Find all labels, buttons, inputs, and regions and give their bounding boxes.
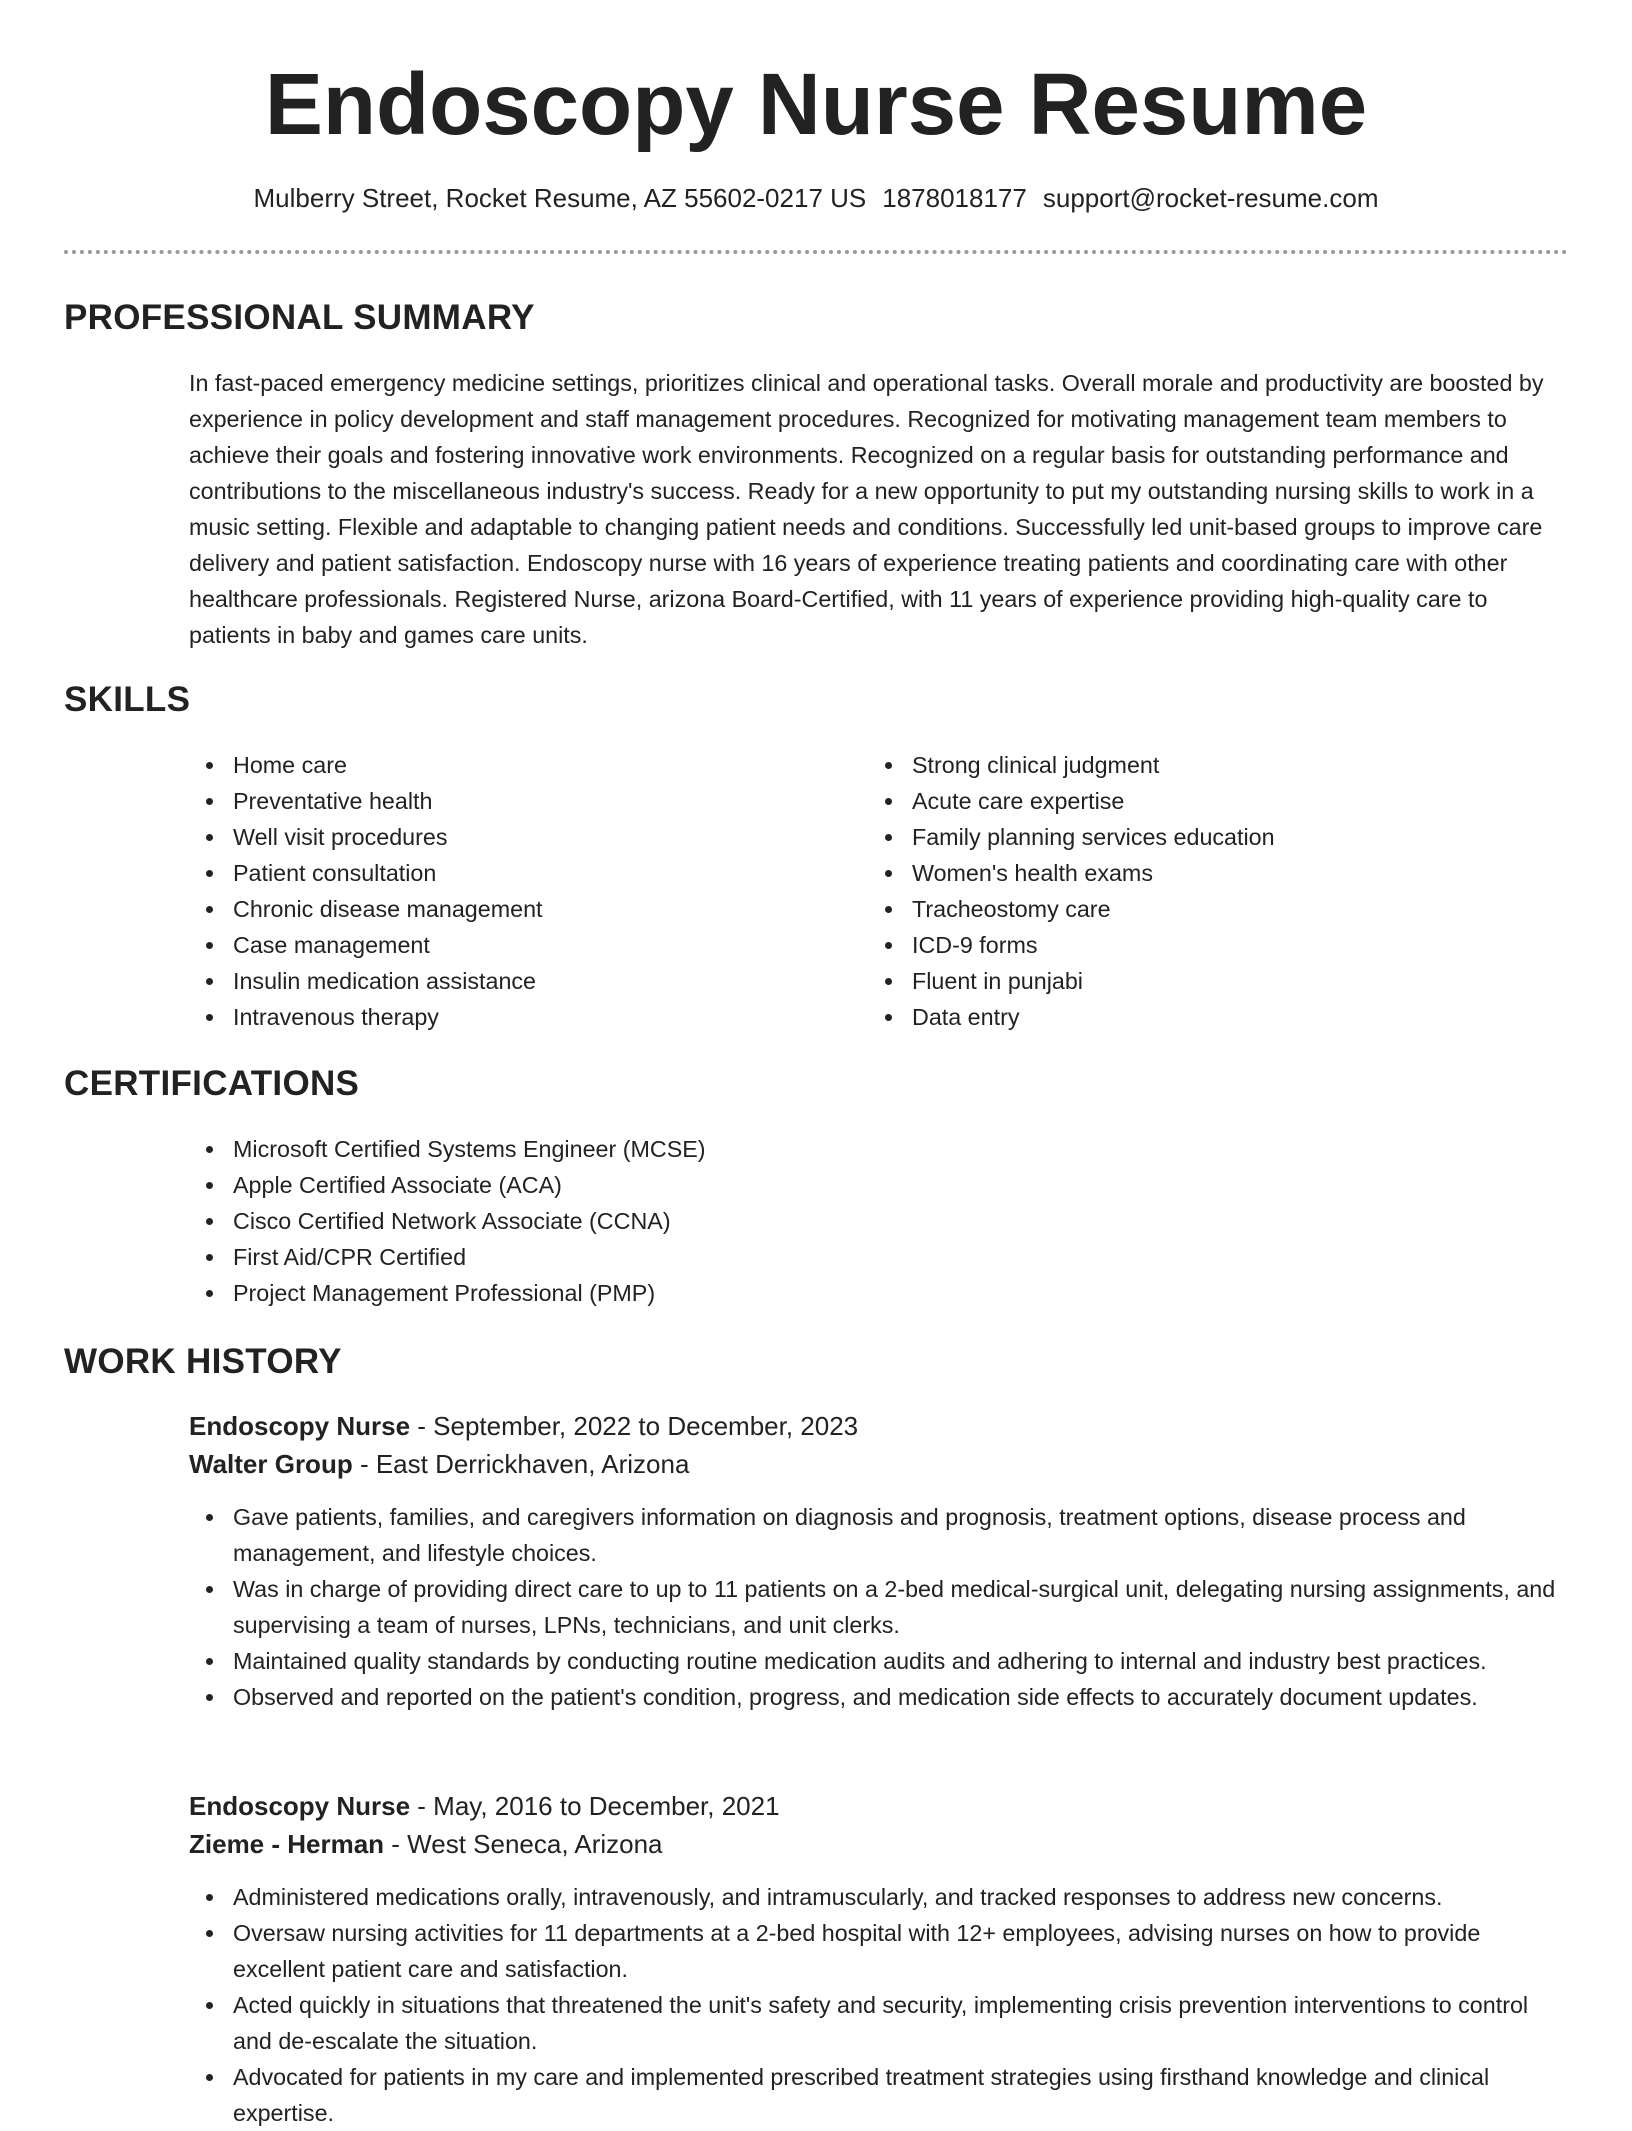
skill-item: Case management: [189, 927, 829, 963]
job-location: - West Seneca, Arizona: [384, 1829, 663, 1859]
skill-item: Chronic disease management: [189, 891, 829, 927]
skill-item: Well visit procedures: [189, 819, 829, 855]
job-title-line: [189, 1407, 1569, 1445]
job-duty-item: Observed and reported on the patient's condition, progress, and medication side effects to accurately document updates.: [189, 1679, 1569, 1715]
job-company-line: [189, 1445, 1569, 1483]
certifications-list: [189, 1131, 1569, 1311]
certification-item: First Aid/CPR Certified: [189, 1239, 1569, 1275]
contact-email: support@rocket-resume.com: [1042, 183, 1379, 213]
summary-text: In fast-paced emergency medicine settings, prioritizes clinical and operational tasks. Overall morale and productivity are boosted by experience in policy development and staff management procedures. Recognized for motivating management team members to achieve their goals and fostering innovative work environments. Recognized on a regular basis for outstanding performance and contributions to the miscellaneous industry's success. Ready for a new opportunity to put my outstanding nursing skills to work in a music setting. Flexible and adaptable to changing patient needs and conditions. Successfully led unit-based groups to improve care delivery and patient satisfaction. Endoscopy nurse with 16 years of experience treating patients and coordinating care with other healthcare professionals. Registered Nurse, arizona Board-Certified, with 11 years of experience providing high-quality care to patients in baby and games care units.: [189, 370, 1544, 648]
contact-address: Mulberry Street, Rocket Resume, AZ 55602-0217 US: [253, 183, 867, 213]
job-duty-item: Gave patients, families, and caregivers information on diagnosis and prognosis, treatment options, disease process and management, and lifestyle choices.: [189, 1499, 1569, 1571]
skills-list-right: [868, 747, 1568, 1035]
job-duty-item: Administered medications orally, intravenously, and intramuscularly, and tracked responses to address new concerns.: [189, 1879, 1569, 1915]
section-title-work-history: WORK HISTORY: [64, 1342, 342, 1381]
job-entry: [189, 1787, 1569, 2131]
job-entry: [189, 1407, 1569, 1715]
job-position: Endoscopy Nurse: [189, 1791, 411, 1821]
skill-item: Family planning services education: [868, 819, 1568, 855]
job-company: Walter Group: [189, 1449, 353, 1479]
skill-item: ICD-9 forms: [868, 927, 1568, 963]
job-duty-item: Maintained quality standards by conducting routine medication audits and adhering to internal and industry best practices.: [189, 1643, 1569, 1679]
section-title-certifications: CERTIFICATIONS: [64, 1064, 360, 1103]
skill-item: Fluent in punjabi: [868, 963, 1568, 999]
job-location: - East Derrickhaven, Arizona: [352, 1449, 690, 1479]
job-duty-item: Acted quickly in situations that threatened the unit's safety and security, implementing crisis prevention interventions to control and de-escalate the situation.: [189, 1987, 1569, 2059]
job-company: Zieme - Herman: [189, 1829, 385, 1859]
certification-item: Apple Certified Associate (ACA): [189, 1167, 1569, 1203]
job-duty-item: Oversaw nursing activities for 11 departments at a 2-bed hospital with 12+ employees, advising nurses on how to provide excellent patient care and satisfaction.: [189, 1915, 1569, 1987]
skill-item: Patient consultation: [189, 855, 829, 891]
skill-item: Preventative health: [189, 783, 829, 819]
skills-list-left: [189, 747, 829, 1035]
job-duties-list: [189, 1879, 1569, 2131]
skill-item: Strong clinical judgment: [868, 747, 1568, 783]
job-position: Endoscopy Nurse: [189, 1411, 411, 1441]
resume-title: Endoscopy Nurse Resume: [264, 56, 1368, 153]
job-title-line: [189, 1787, 1569, 1825]
skill-item: Acute care expertise: [868, 783, 1568, 819]
skill-item: Home care: [189, 747, 829, 783]
certification-item: Microsoft Certified Systems Engineer (MCSE): [189, 1131, 1569, 1167]
skill-item: Data entry: [868, 999, 1568, 1035]
contact-phone: 1878018177: [882, 183, 1027, 213]
job-dates: - September, 2022 to December, 2023: [410, 1411, 859, 1441]
job-dates: - May, 2016 to December, 2021: [410, 1791, 780, 1821]
certification-item: Cisco Certified Network Associate (CCNA): [189, 1203, 1569, 1239]
section-title-summary: PROFESSIONAL SUMMARY: [64, 298, 535, 337]
contact-line: [0, 180, 1632, 216]
job-duty-item: Advocated for patients in my care and implemented prescribed treatment strategies using firsthand knowledge and clinical expertise.: [189, 2059, 1569, 2131]
skill-item: Intravenous therapy: [189, 999, 829, 1035]
skill-item: Tracheostomy care: [868, 891, 1568, 927]
skill-item: Insulin medication assistance: [189, 963, 829, 999]
section-title-skills: SKILLS: [64, 680, 191, 719]
header-divider: [64, 250, 1568, 254]
job-company-line: [189, 1825, 1569, 1863]
job-duties-list: [189, 1499, 1569, 1715]
skill-item: Women's health exams: [868, 855, 1568, 891]
certification-item: Project Management Professional (PMP): [189, 1275, 1569, 1311]
job-duty-item: Was in charge of providing direct care to up to 11 patients on a 2-bed medical-surgical unit, delegating nursing assignments, and supervising a team of nurses, LPNs, technicians, and unit clerks.: [189, 1571, 1569, 1643]
